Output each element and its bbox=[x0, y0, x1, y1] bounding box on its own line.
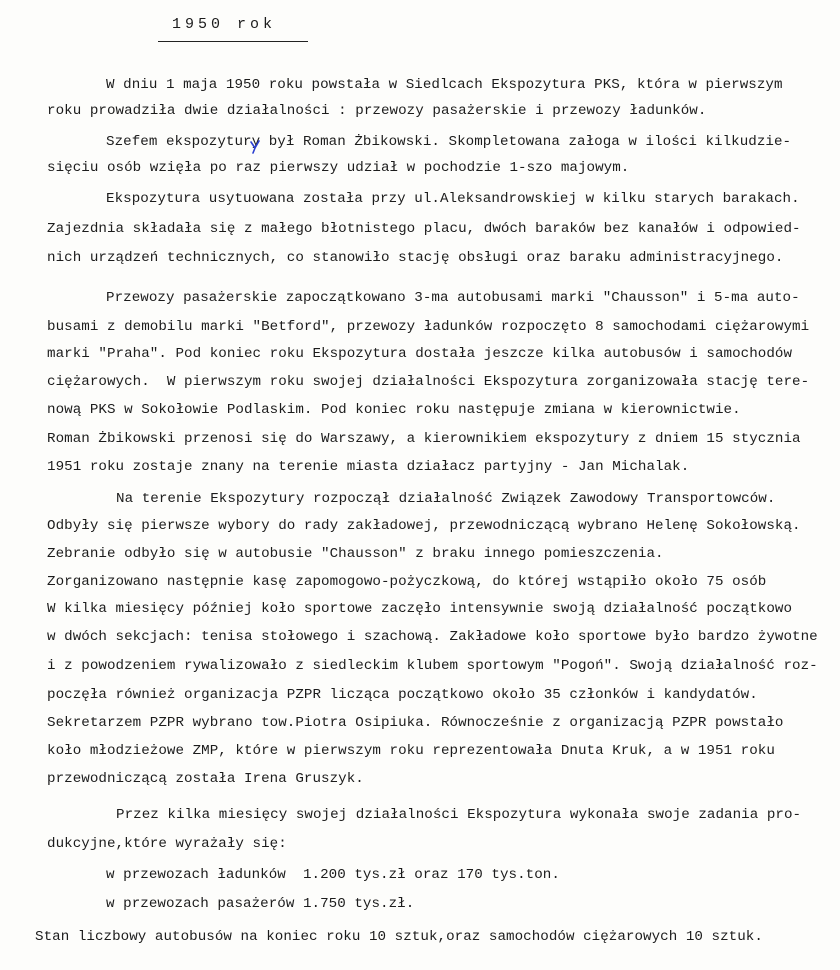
text-line: poczęła również organizacja PZPR licząca początkowo około 35 członków i kandydatów. bbox=[47, 687, 758, 703]
text-line: Stan liczbowy autobusów na koniec roku 10 sztuk,oraz samochodów ciężarowych 10 sztuk. bbox=[35, 929, 763, 945]
text-line: Szefem ekspozytury był Roman Żbikowski. Skompletowana załoga w ilości kilkudzie- bbox=[106, 134, 792, 150]
text-line: Odbyły się pierwsze wybory do rady zakładowej, przewodniczącą wybrano Helenę Sokołowską. bbox=[47, 518, 801, 534]
text-line: nich urządzeń technicznych, co stanowiło stację obsługi oraz baraku administracyjnego. bbox=[47, 250, 784, 266]
text-line: w przewozach pasażerów 1.750 tys.zł. bbox=[106, 896, 415, 912]
text-line: Ekspozytura usytuowana została przy ul.Aleksandrowskiej w kilku starych barakach. bbox=[106, 191, 800, 207]
page-title: 1950 rok bbox=[172, 16, 277, 33]
text-line: Roman Żbikowski przenosi się do Warszawy, a kierownikiem ekspozytury z dniem 15 stycznia bbox=[47, 431, 801, 447]
text-line: 1951 roku zostaje znany na terenie miasta działacz partyjny - Jan Michalak. bbox=[47, 459, 690, 475]
text-line: w dwóch sekcjach: tenisa stołowego i szachową. Zakładowe koło sportowe było bardzo żywotne bbox=[47, 629, 818, 645]
text-line: przewodniczącą została Irena Gruszyk. bbox=[47, 771, 364, 787]
text-line: roku prowadziła dwie działalności : przewozy pasażerskie i przewozy ładunków. bbox=[47, 103, 707, 119]
text-line: dukcyjne,które wyrażały się: bbox=[47, 836, 287, 852]
text-line: Przewozy pasażerskie zapoczątkowano 3-ma autobusami marki "Chausson" i 5-ma auto- bbox=[106, 290, 800, 306]
text-line: koło młodzieżowe ZMP, które w pierwszym roku reprezentowała Dnuta Kruk, a w 1951 roku bbox=[47, 743, 775, 759]
text-line: nową PKS w Sokołowie Podlaskim. Pod koniec roku następuje zmiana w kierownictwie. bbox=[47, 402, 741, 418]
text-line: Na terenie Ekspozytury rozpoczął działalność Związek Zawodowy Transportowców. bbox=[116, 491, 776, 507]
text-line: w przewozach ładunków 1.200 tys.zł oraz 170 tys.ton. bbox=[106, 867, 560, 883]
text-line: sięciu osób wzięła po raz pierwszy udział w pochodzie 1-szo majowym. bbox=[47, 160, 630, 176]
text-line: Zajezdnia składała się z małego błotnistego placu, dwóch baraków bez kanałów i odpowied- bbox=[47, 221, 801, 237]
text-line: Zorganizowano następnie kasę zapomogowo-pożyczkową, do której wstąpiło około 75 osób bbox=[47, 574, 767, 590]
pen-correction-mark bbox=[250, 140, 261, 154]
text-line: marki "Praha". Pod koniec roku Ekspozytura dostała jeszcze kilka autobusów i samochodów bbox=[47, 346, 793, 362]
text-line: Przez kilka miesięcy swojej działalności Ekspozytura wykonała swoje zadania pro- bbox=[116, 807, 802, 823]
text-line: Sekretarzem PZPR wybrano tow.Piotra Osipiuka. Równocześnie z organizacją PZPR powstało bbox=[47, 715, 784, 731]
title-underline bbox=[158, 41, 308, 42]
text-line: Zebranie odbyło się w autobusie "Chausson" z braku innego pomieszczenia. bbox=[47, 546, 664, 562]
text-line: ciężarowych. W pierwszym roku swojej działalności Ekspozytura zorganizowała stację tere- bbox=[47, 374, 810, 390]
text-line: W kilka miesięcy później koło sportowe zaczęło intensywnie swoją działalność początkowo bbox=[47, 601, 793, 617]
text-line: W dniu 1 maja 1950 roku powstała w Siedlcach Ekspozytura PKS, która w pierwszym bbox=[106, 77, 783, 93]
text-line: i z powodzeniem rywalizowało z siedleckim klubem sportowym "Pogoń". Swoją działalność roz- bbox=[47, 658, 818, 674]
text-line: busami z demobilu marki "Betford", przewozy ładunków rozpoczęto 8 samochodami ciężarowymi bbox=[47, 319, 810, 335]
